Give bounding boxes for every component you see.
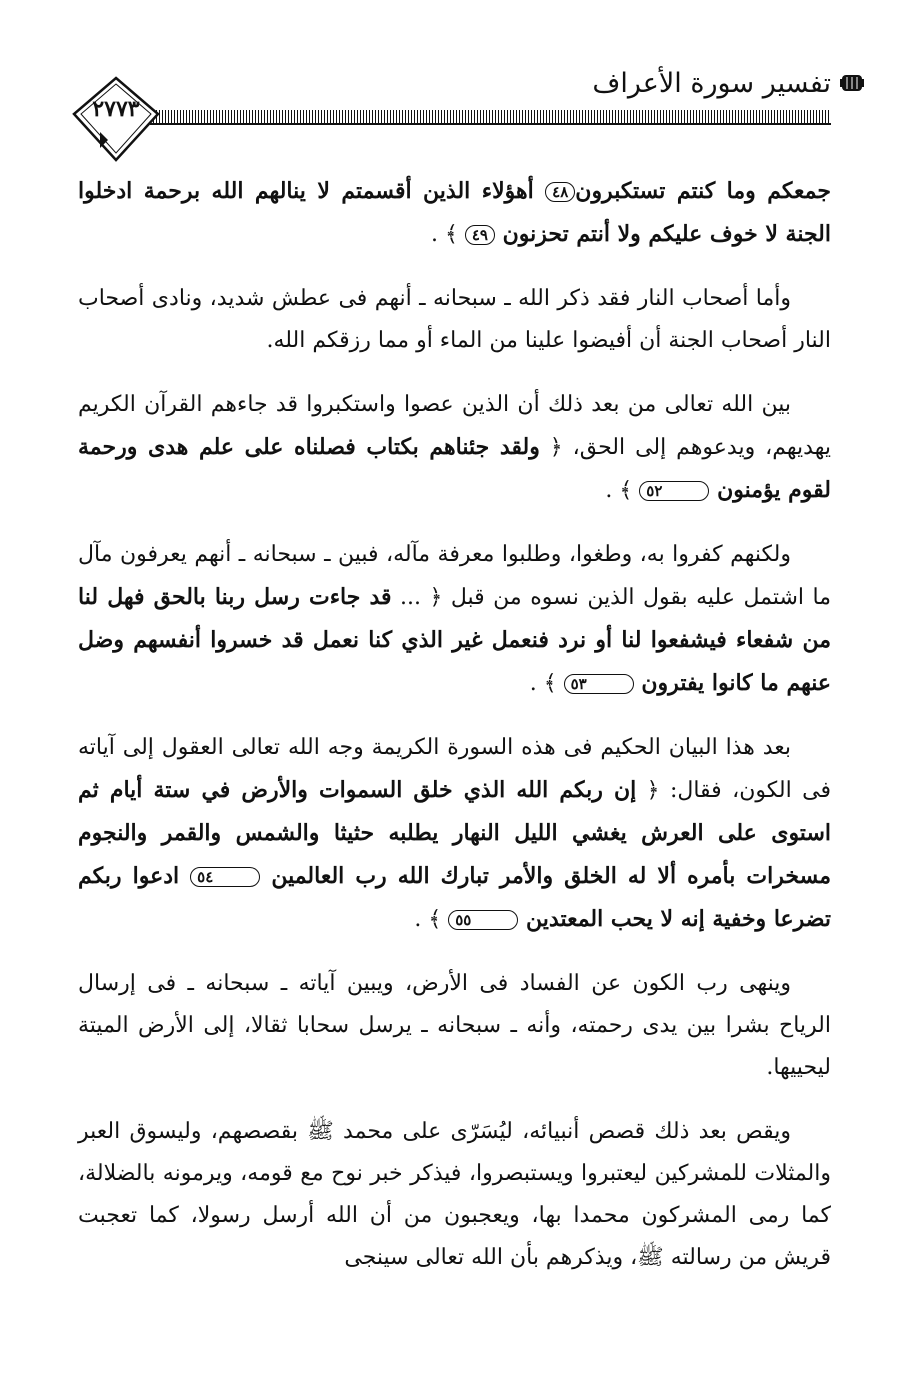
paragraph (78, 963, 831, 1089)
quran-text: قد جاءت رسل ربنا بالحق فهل لنا من شفعاء فيشفعوا لنا أو نرد فنعمل غير الذي كنا نعمل قد خسروا أنفسهم وضل عنهم ما كانوا يفترون (78, 584, 831, 696)
book-ornament-icon (839, 72, 865, 94)
quran-text: جمعكم وما كنتم تستكبرون (575, 178, 831, 204)
page-number-badge (70, 74, 162, 166)
page-number: ٢٧٧٣ (92, 96, 140, 122)
tafsir-body (78, 170, 831, 1301)
verse-number: ٤٨ (545, 182, 575, 202)
body-text: بين الله تعالى من بعد ذلك أن الذين عصوا واستكبروا قد جاءهم القرآن الكريم يهديهم، ويدعوهم إلى الحق، ﴿ (78, 392, 831, 460)
paragraph (78, 170, 831, 256)
verse-number: ٥٥ (448, 910, 518, 930)
body-text: ﴾ . (605, 478, 640, 503)
quran-text: ادعوا ربكم تضرعا وخفية إنه لا يحب المعتدين (78, 863, 831, 932)
page-header (0, 0, 921, 170)
paragraph (78, 278, 831, 362)
paragraph (78, 727, 831, 941)
body-text: ويقص بعد ذلك قصص أنبيائه، ليُسَرّى على محمد ﷺ بقصصهم، وليسوق العبر والمثلات للمشركين ليعتبروا ويستبصروا، فيذكر خبر نوح مع قومه، ويرمونه بالضلالة، كما رمى المشركون محمدا بها، ويعجبون من أن الله أرسل رسولا، كما تعجبت قريش من رسالته ﷺ، ويذكرهم بأن الله تعالى سينجى (78, 1119, 831, 1270)
body-text: ﴾ . (414, 907, 449, 932)
body-text: وأما أصحاب النار فقد ذكر الله ـ سبحانه ـ أنهم فى عطش شديد، ونادى أصحاب النار أصحاب الجنة أن أفيضوا علينا من الماء أو مما رزقكم الله. (78, 286, 831, 353)
verse-number: ٥٢ (639, 481, 709, 501)
header-rule (150, 110, 831, 124)
paragraph (78, 1111, 831, 1279)
body-text: ﴾ . (529, 671, 564, 696)
page-title: تفسير سورة الأعراف (592, 68, 831, 99)
body-text: وينهى رب الكون عن الفساد فى الأرض، ويبين آياته ـ سبحانه ـ فى إرسال الرياح بشرا بين يدى رحمته، وأنه ـ سبحانه ـ يرسل سحابا ثقالا، إلى الأرض الميتة ليحييها. (78, 971, 831, 1080)
body-text: ﴾ . (430, 222, 465, 247)
quran-text: إن ربكم الله الذي خلق السموات والأرض في ستة أيام ثم استوى على العرش يغشي الليل النهار يطلبه حثيثا والشمس والقمر والنجوم مسخرات بأمره ألا له الخلق والأمر تبارك الله رب العالمين (78, 777, 832, 889)
paragraph (78, 384, 831, 512)
quran-text: أهؤلاء الذين أقسمتم لا ينالهم الله برحمة ادخلوا الجنة لا خوف عليكم ولا أنتم تحزنون (78, 178, 831, 247)
quran-text: ولقد جئناهم بكتاب فصلناه على علم هدى ورحمة لقوم يؤمنون (78, 434, 831, 503)
verse-number: ٥٤ (190, 867, 260, 887)
paragraph (78, 534, 831, 705)
verse-number: ٥٣ (564, 674, 634, 694)
body-text: ولكنهم كفروا به، وطغوا، وطلبوا معرفة مآله، فبين ـ سبحانه ـ أنهم يعرفون مآل ما اشتمل عليه بقول الذين نسوه من قبل ﴿ ... (78, 542, 831, 610)
verse-number: ٤٩ (465, 225, 495, 245)
body-text: بعد هذا البيان الحكيم فى هذه السورة الكريمة وجه الله تعالى العقول إلى آياته فى الكون، فقال: ﴿ (78, 735, 831, 803)
